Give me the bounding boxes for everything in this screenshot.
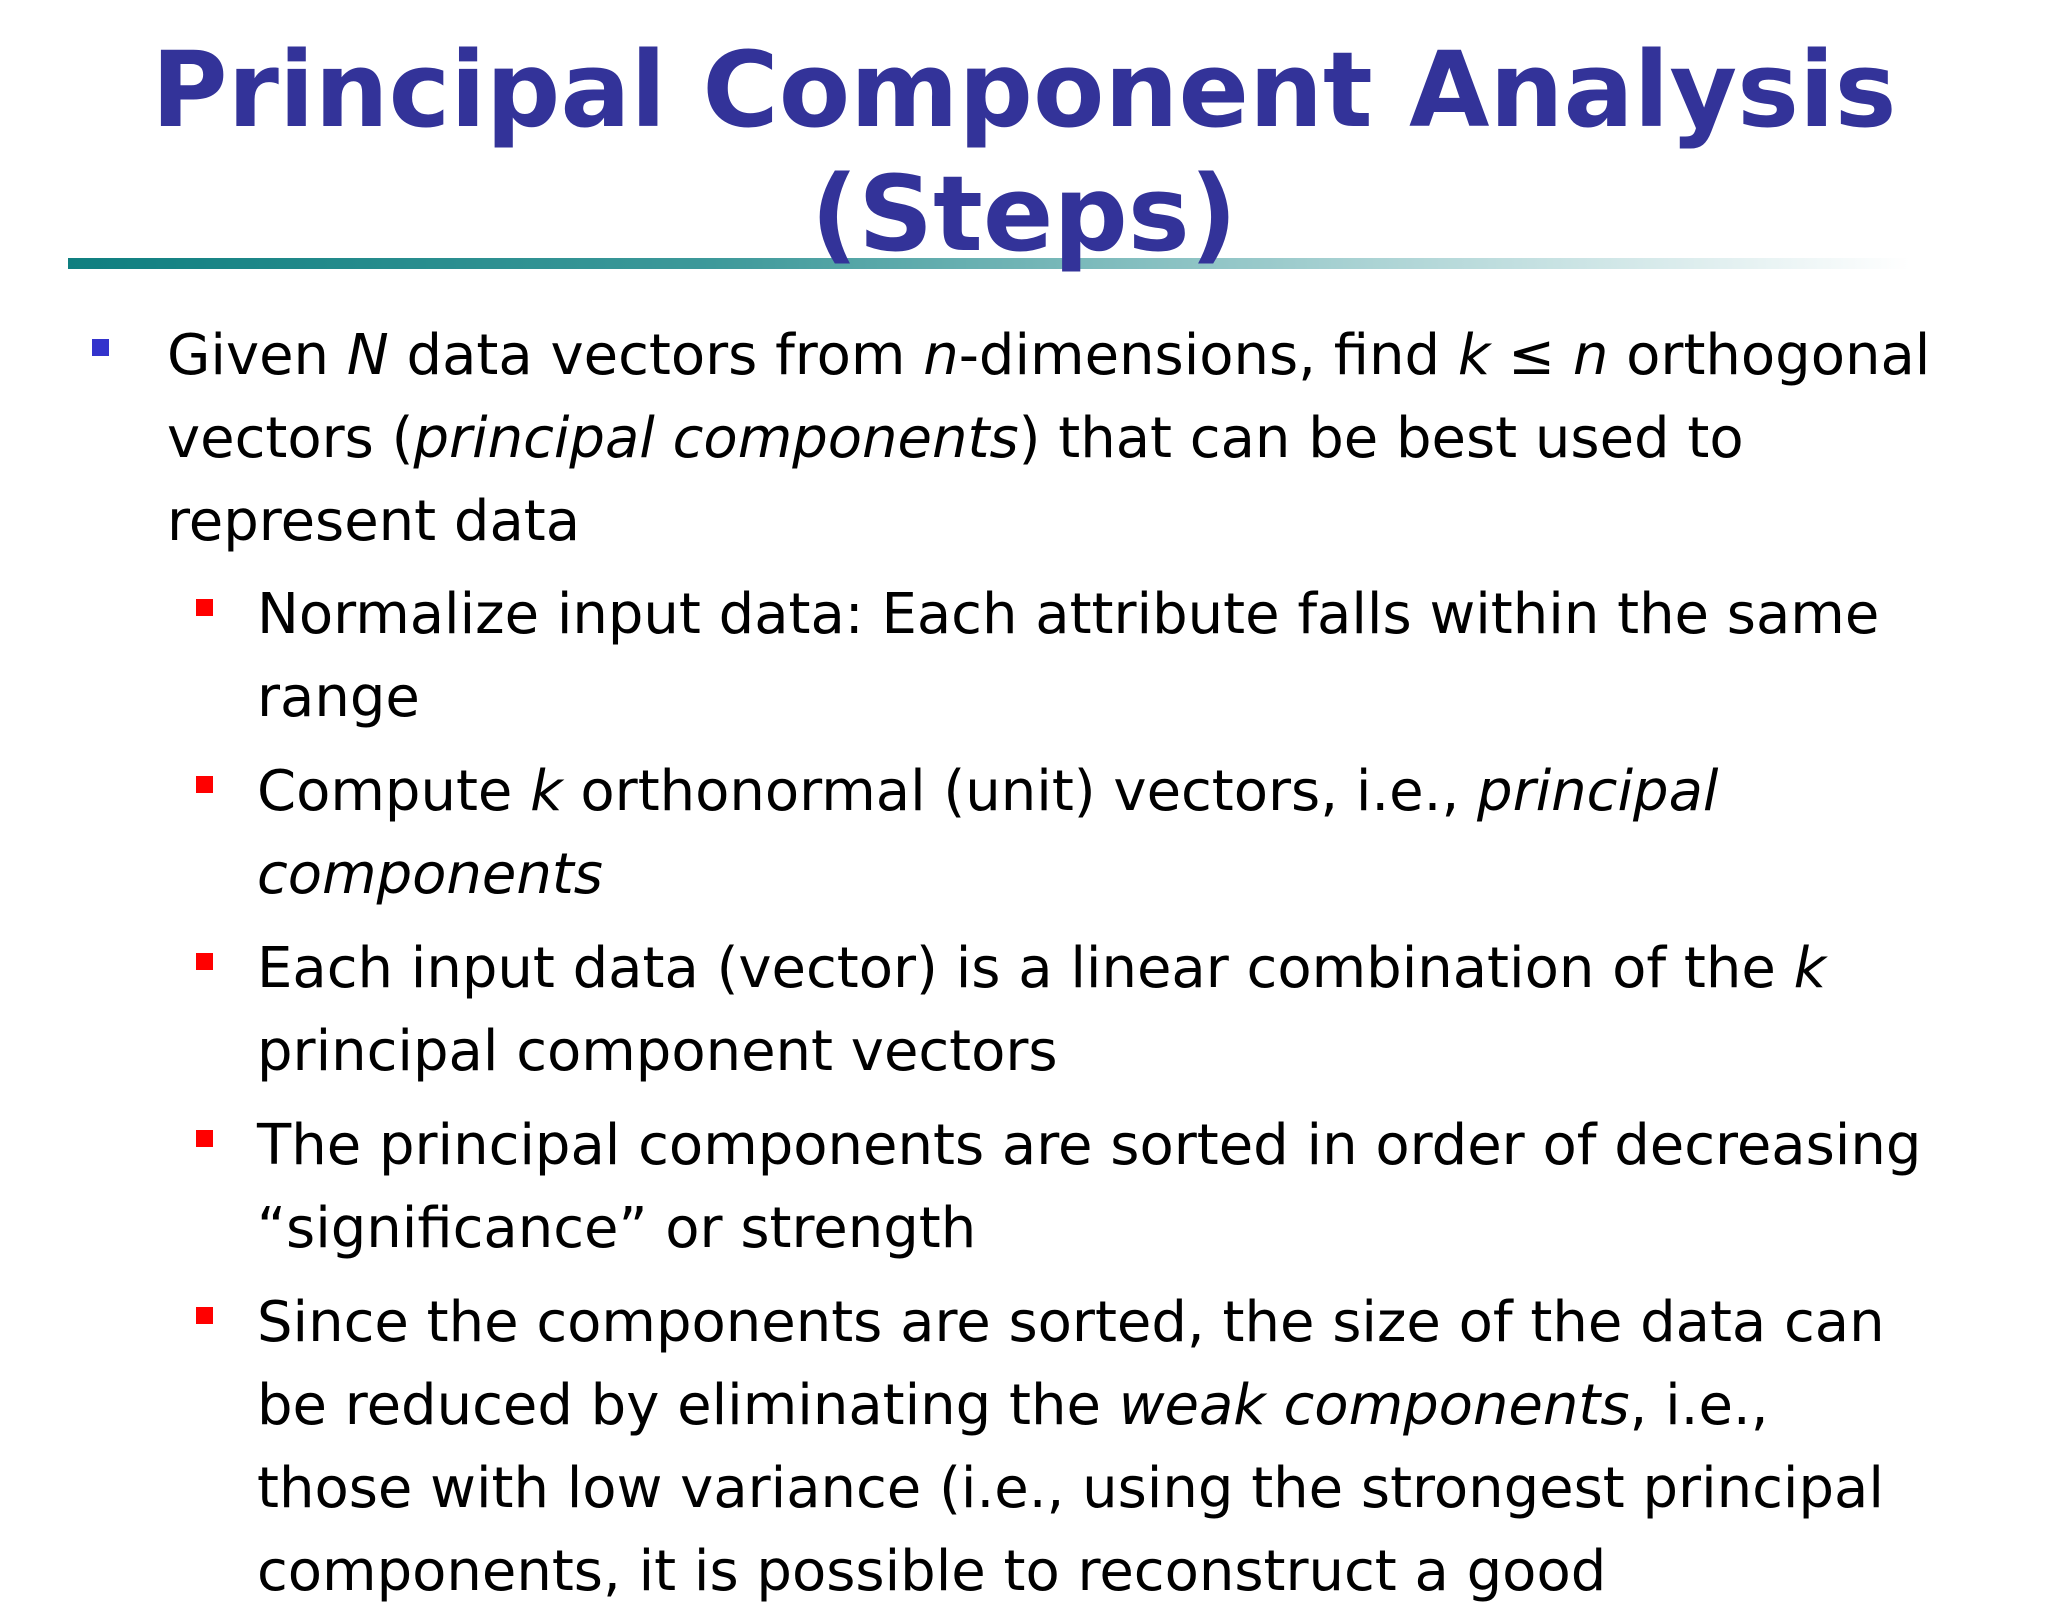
italic-run: N <box>346 323 389 388</box>
bullet-line: “significance” or strength <box>257 1196 977 1261</box>
italic-run: k <box>1457 323 1491 388</box>
bullet-line: those with low variance (i.e., using the strongest principal <box>257 1456 1884 1521</box>
text-run: Each input data (vector) is a linear combination of the <box>257 936 1794 1001</box>
bullet-square-icon <box>196 1130 213 1147</box>
bullet-square-icon <box>196 1307 213 1324</box>
bullet-square-icon <box>196 776 213 793</box>
sub-bullet-item <box>257 750 1997 916</box>
sub-bullet-item <box>257 1281 1997 1613</box>
bullet-square-icon <box>196 599 213 616</box>
text-run: ≤ <box>1490 323 1573 388</box>
text-run: Given <box>167 323 347 388</box>
bullet-square-icon <box>196 953 213 970</box>
bullet-square-icon <box>92 339 109 356</box>
italic-run: principal components <box>413 406 1019 471</box>
text-run: , i.e., <box>1629 1373 1769 1438</box>
text-run: Compute <box>257 759 531 824</box>
sub-bullet-item <box>257 1104 1997 1270</box>
bullet-line: Normalize input data: Each attribute falls within the same <box>257 582 1880 647</box>
bullet-line: range <box>257 665 420 730</box>
italic-run: n <box>1572 323 1609 388</box>
bullet-line: The principal components are sorted in order of decreasing <box>257 1113 1922 1178</box>
bullet-line: represent data <box>167 489 581 554</box>
bullet-line <box>257 1364 1997 1447</box>
text-run: orthogonal <box>1608 323 1931 388</box>
italic-run: k <box>1793 936 1827 1001</box>
sub-bullet-item <box>257 573 1997 739</box>
text-run: be reduced by eliminating the <box>257 1373 1119 1438</box>
bullet-item-main <box>167 314 1997 563</box>
slide-title <box>60 28 1988 276</box>
title-line-2: (Steps) <box>810 153 1238 275</box>
bullet-line: components, it is possible to reconstruct a good <box>257 1539 1607 1604</box>
text-run: vectors ( <box>167 406 414 471</box>
text-run: data vectors from <box>388 323 924 388</box>
sub-bullet-item <box>257 927 1997 1093</box>
bullet-line: principal component vectors <box>257 1019 1058 1084</box>
bullet-line <box>257 927 1997 1010</box>
italic-run: weak components <box>1118 1373 1630 1438</box>
text-run: ) that can be best used to <box>1018 406 1744 471</box>
bullet-line <box>167 314 1997 397</box>
text-run: orthonormal (unit) vectors, i.e., <box>562 759 1478 824</box>
text-run: -dimensions, find <box>958 323 1458 388</box>
italic-run: n <box>923 323 959 388</box>
bullet-line <box>257 750 1997 833</box>
italic-run: principal <box>1477 759 1719 824</box>
bullet-line: components <box>257 842 603 907</box>
title-line-1: Principal Component Analysis <box>151 29 1897 151</box>
bullet-line: Since the components are sorted, the size of the data can <box>257 1290 1885 1355</box>
italic-run: k <box>530 759 563 824</box>
bullet-line <box>167 397 1997 480</box>
